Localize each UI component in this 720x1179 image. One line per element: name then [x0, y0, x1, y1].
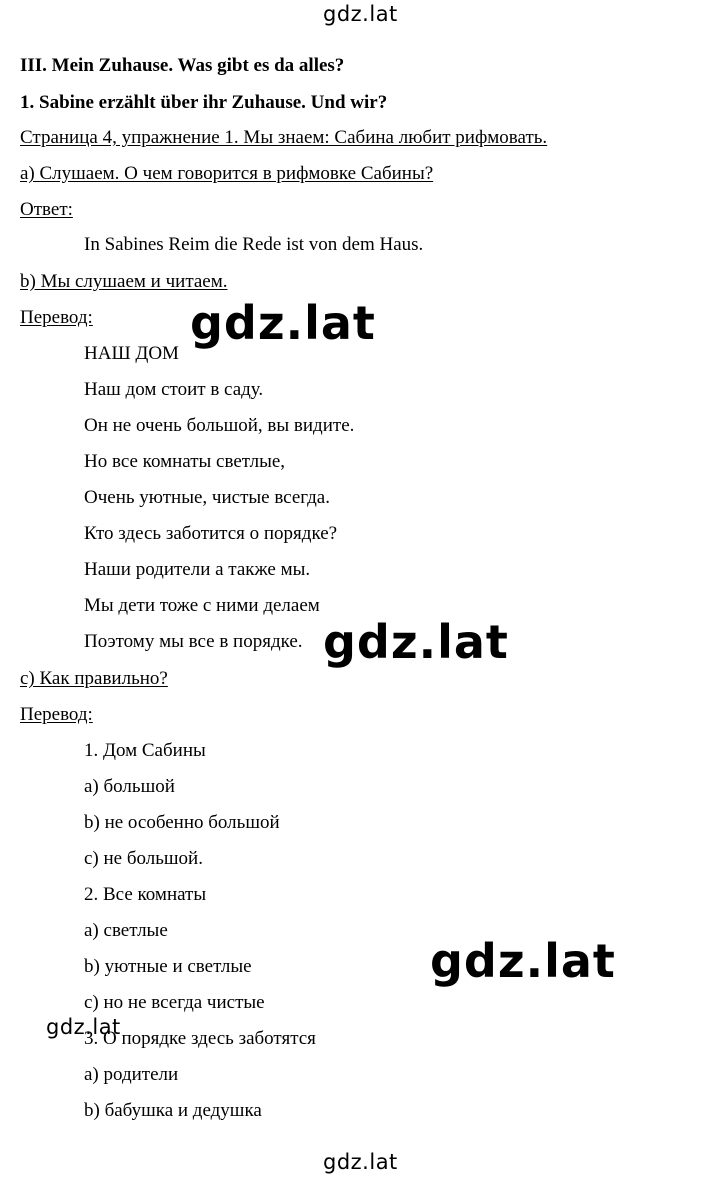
question-item: 2. Все комнаты	[84, 884, 207, 905]
task-c-heading: с) Как правильно?	[20, 668, 168, 689]
option-item: а) большой	[84, 776, 175, 797]
poem-line: Поэтому мы все в порядке.	[84, 631, 303, 652]
watermark-mid: gdz.lat	[323, 615, 509, 669]
poem-line: Наши родители а также мы.	[84, 559, 311, 580]
option-item: b) уютные и светлые	[84, 956, 252, 977]
answer-text: In Sabines Reim die Rede ist von dem Haus.	[84, 234, 424, 255]
poem-line: Но все комнаты светлые,	[84, 451, 286, 472]
watermark-mid: gdz.lat	[430, 934, 616, 988]
option-item: с) не большой.	[84, 848, 203, 869]
option-item: а) светлые	[84, 920, 168, 941]
option-item: b) не особенно большой	[84, 812, 280, 833]
watermark-left: gdz.lat	[46, 1015, 121, 1039]
exercise-reference: Страница 4, упражнение 1. Мы знаем: Сабина любит рифмовать.	[20, 127, 548, 148]
lesson-title: 1. Sabine erzählt über ihr Zuhause. Und wir?	[20, 92, 388, 113]
poem-line: Мы дети тоже с ними делаем	[84, 595, 320, 616]
option-item: с) но не всегда чистые	[84, 992, 265, 1013]
question-item: 1. Дом Сабины	[84, 740, 206, 761]
poem-line: Очень уютные, чистые всегда.	[84, 487, 330, 508]
task-b-heading: b) Мы слушаем и читаем.	[20, 271, 228, 292]
poem-line: Он не очень большой, вы видите.	[84, 415, 355, 436]
watermark-mid: gdz.lat	[190, 296, 376, 350]
translation-label: Перевод:	[20, 704, 93, 725]
watermark-top: gdz.lat	[323, 2, 398, 26]
poem-line: Кто здесь заботится о порядке?	[84, 523, 338, 544]
watermark-bottom: gdz.lat	[323, 1150, 398, 1174]
option-item: а) родители	[84, 1064, 179, 1085]
section-title: III. Mein Zuhause. Was gibt es da alles?	[20, 55, 345, 76]
answer-label: Ответ:	[20, 199, 73, 220]
question-item: 3. О порядке здесь заботятся	[84, 1028, 316, 1049]
task-a-heading: а) Слушаем. О чем говорится в рифмовке Сабины?	[20, 163, 434, 184]
translation-label: Перевод:	[20, 307, 93, 328]
poem-title: НАШ ДОМ	[84, 343, 179, 364]
poem-line: Наш дом стоит в саду.	[84, 379, 264, 400]
option-item: b) бабушка и дедушка	[84, 1100, 262, 1121]
